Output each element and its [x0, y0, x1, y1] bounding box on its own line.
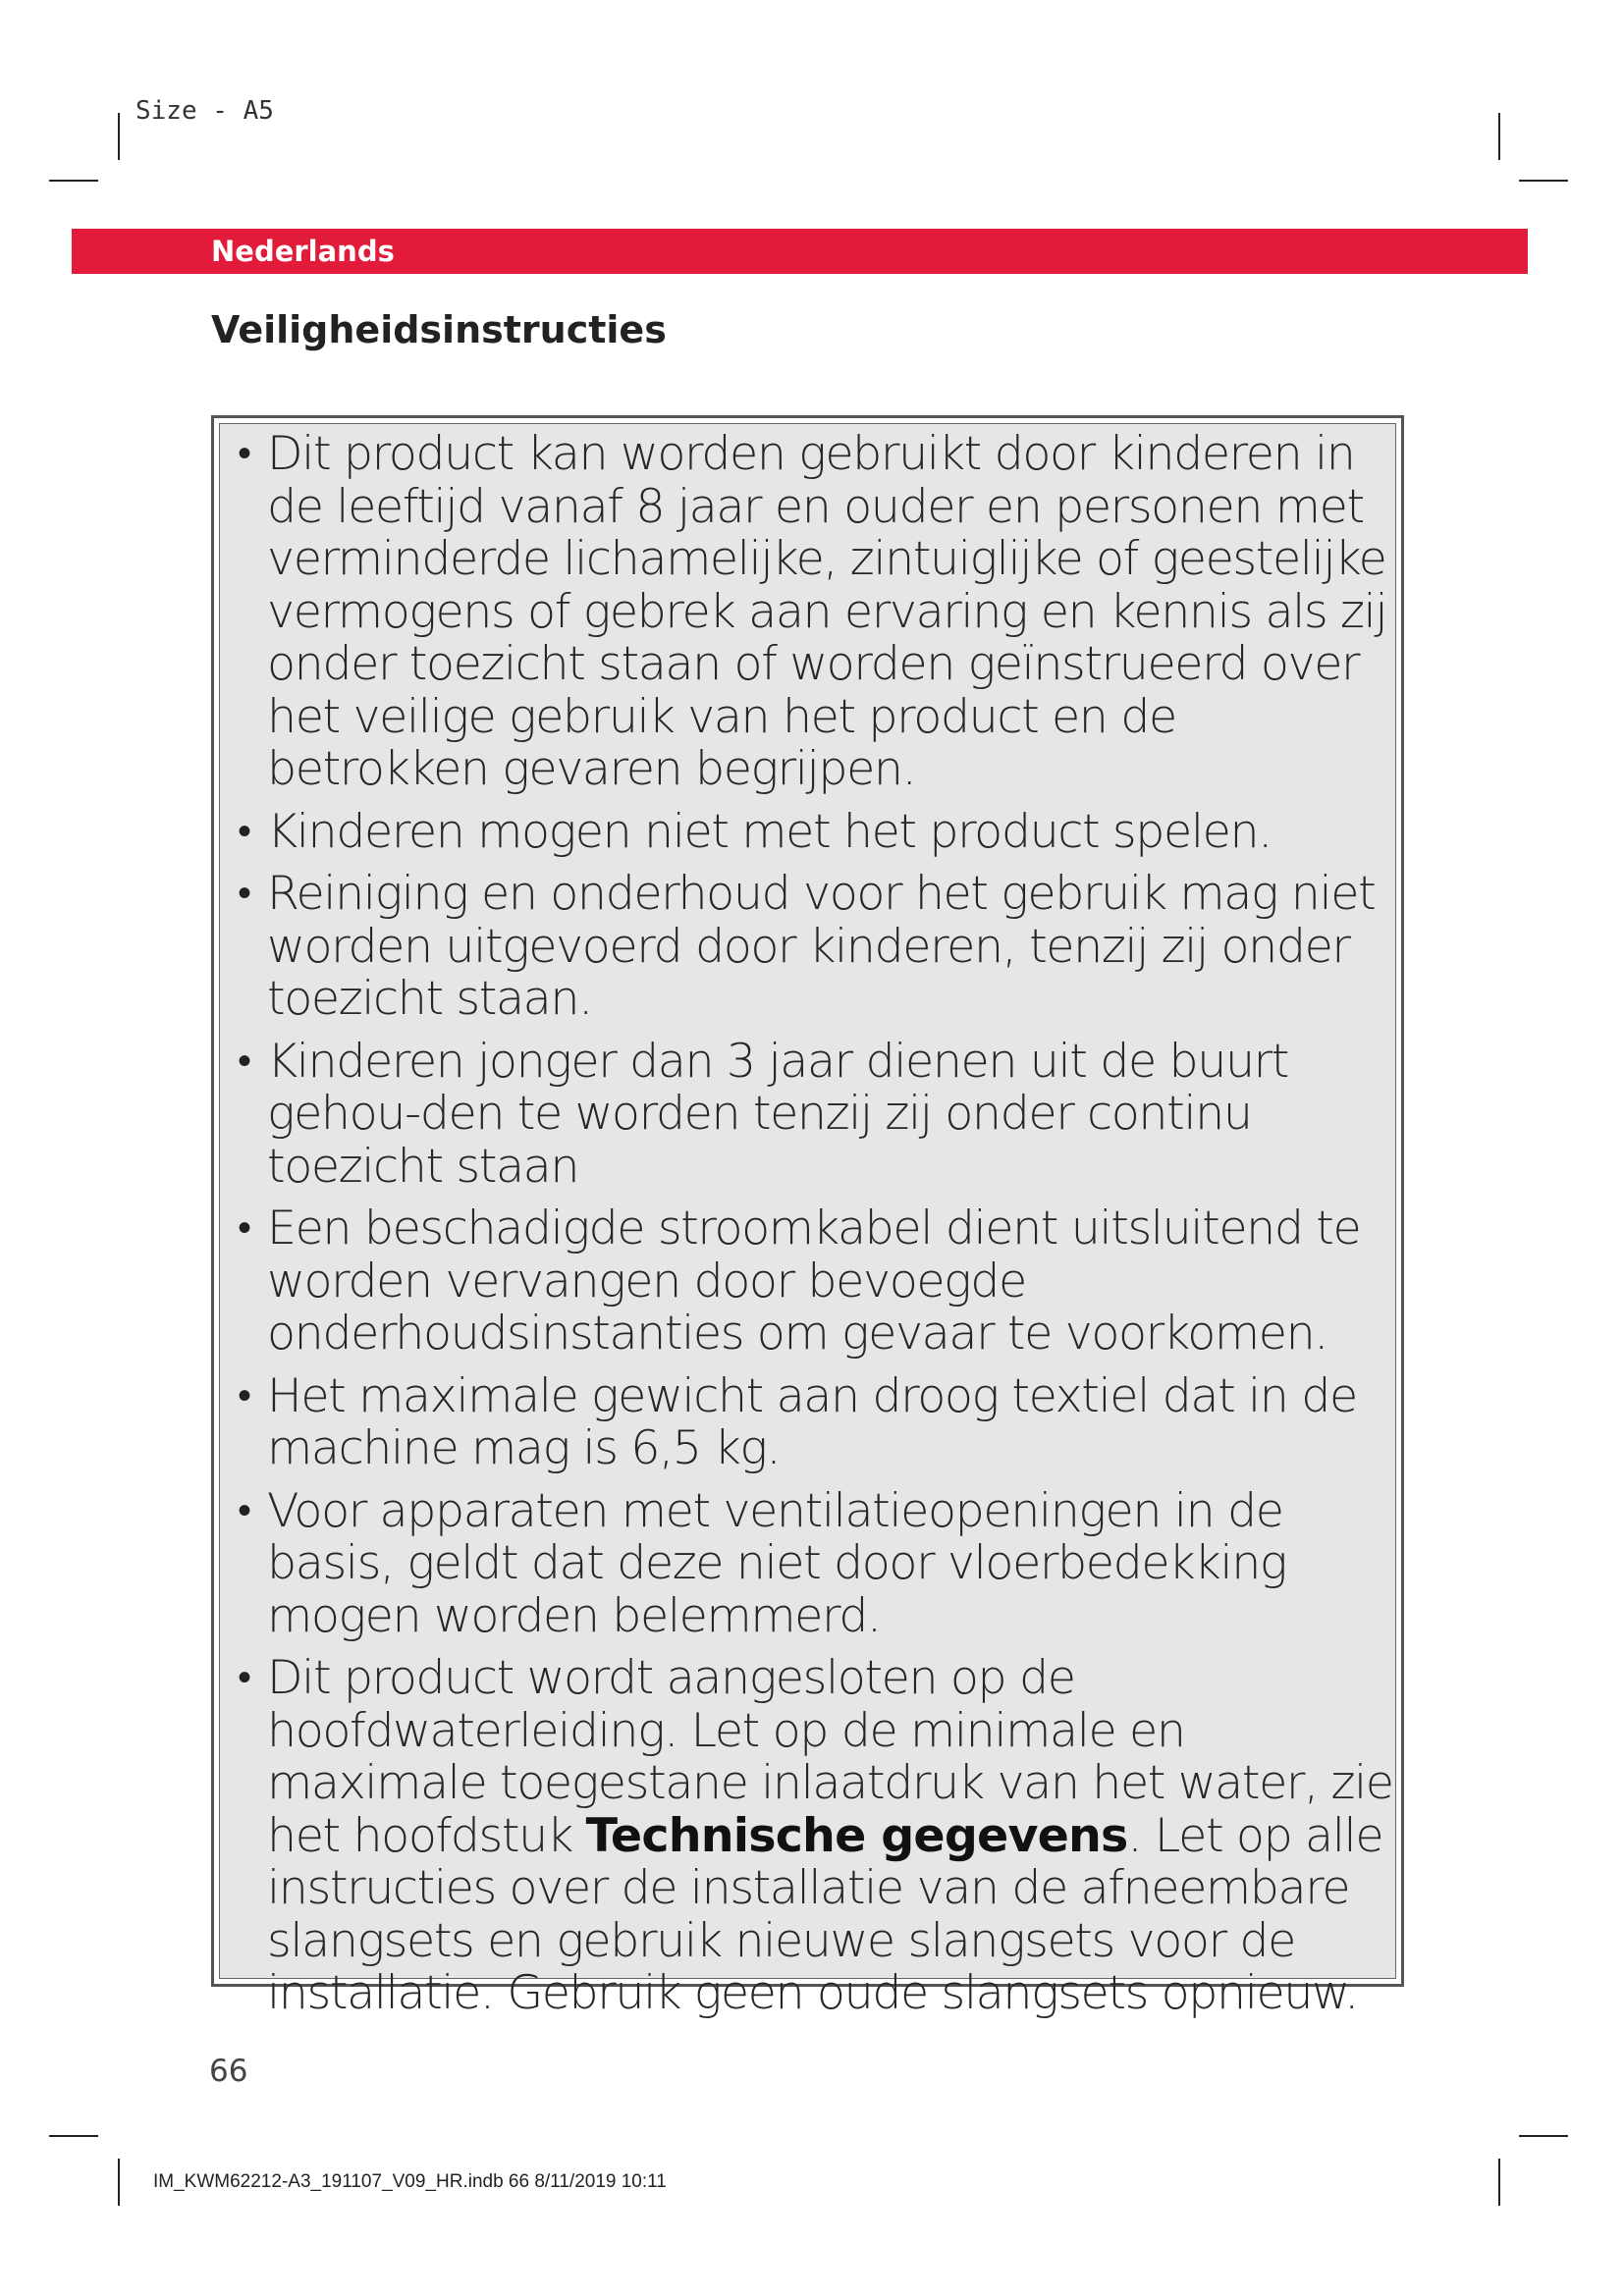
list-item — [234, 806, 1393, 859]
list-item-text-before: Dit product wordt aangesloten op de hoofdwaterleiding. Let op de minimale en maximale toegestane inlaatdruk van het water, zie het hoofdstuk — [267, 1651, 1393, 1863]
safety-instructions-box — [211, 415, 1404, 2020]
safety-instructions-list — [234, 428, 1393, 2030]
list-item — [234, 1202, 1393, 1361]
crop-mark-bottom-left-h — [49, 2135, 98, 2137]
bullet-icon: • — [238, 1372, 250, 1418]
list-item-text: Voor apparaten met ventilatieopeningen in de basis, geldt dat deze niet door vloerbedekking mogen worden belemmerd. — [267, 1483, 1287, 1643]
crop-mark-top-right-h — [1519, 180, 1568, 182]
language-label: Nederlands — [211, 235, 395, 268]
print-footer: IM_KWM62212-A3_191107_V09_HR.indb 66 8/11/2019 10:11 — [153, 2171, 667, 2192]
list-item-text-after: . Let op alle instructies over de installatie van de afneembare slangsets en gebruik nieuwe slangsets voor de installatie. Gebruik geen oude slangsets opnieuw. — [267, 1808, 1383, 2020]
bullet-icon: • — [238, 871, 250, 916]
size-label: Size - A5 — [135, 96, 274, 126]
page-number: 66 — [209, 2054, 248, 2089]
list-item-text: Reiniging en onderhoud voor het gebruik mag niet worden uitgevoerd door kinderen, tenzij zij onder toezicht staan. — [267, 867, 1376, 1026]
bullet-icon: • — [238, 431, 250, 476]
list-item — [234, 868, 1393, 1026]
technical-data-reference: Technische gegevens — [585, 1808, 1128, 1863]
list-item — [234, 428, 1393, 796]
bullet-icon: • — [238, 808, 250, 854]
list-item — [234, 1036, 1393, 1194]
crop-mark-bottom-right-h — [1519, 2135, 1568, 2137]
safety-instructions-panel — [219, 423, 1396, 2020]
bullet-icon: • — [238, 1487, 250, 1533]
list-item-text: Een beschadigde stroomkabel dient uitsluitend te worden vervangen door bevoegde onderhoudsinstanties om gevaar te voorkomen. — [267, 1201, 1361, 1361]
crop-mark-top-right-v — [1498, 113, 1500, 160]
list-item — [234, 1370, 1393, 1475]
bullet-icon: • — [238, 1655, 250, 1700]
list-item-text: Het maximale gewicht aan droog textiel dat in de machine mag is 6,5 kg. — [267, 1368, 1357, 1475]
list-item — [234, 1652, 1393, 2020]
list-item-text: Kinderen mogen niet met het product spelen. — [267, 804, 1272, 859]
language-header-bar — [72, 229, 1528, 274]
list-item-text: Kinderen jonger dan 3 jaar dienen uit de buurt gehou-den te worden tenzij zij onder continu toezicht staan — [267, 1034, 1288, 1194]
crop-mark-bottom-right-v — [1498, 2159, 1500, 2206]
crop-mark-top-left-v — [118, 113, 120, 160]
section-title: Veiligheidsinstructies — [211, 308, 667, 351]
list-item-text: Dit product kan worden gebruikt door kinderen in de leeftijd vanaf 8 jaar en ouder en personen met verminderde lichamelijke, zintuiglijke of geestelijke vermogens of gebrek aan ervaring en kennis als zij onder toezicht staan of worden geïnstrueerd over het veilige gebruik van het product en de betrokken gevaren begrijpen. — [267, 427, 1387, 796]
crop-mark-top-left-h — [49, 180, 98, 182]
crop-mark-bottom-left-v — [118, 2159, 120, 2206]
bullet-icon: • — [238, 1205, 250, 1251]
bullet-icon: • — [238, 1038, 250, 1084]
list-item — [234, 1485, 1393, 1643]
